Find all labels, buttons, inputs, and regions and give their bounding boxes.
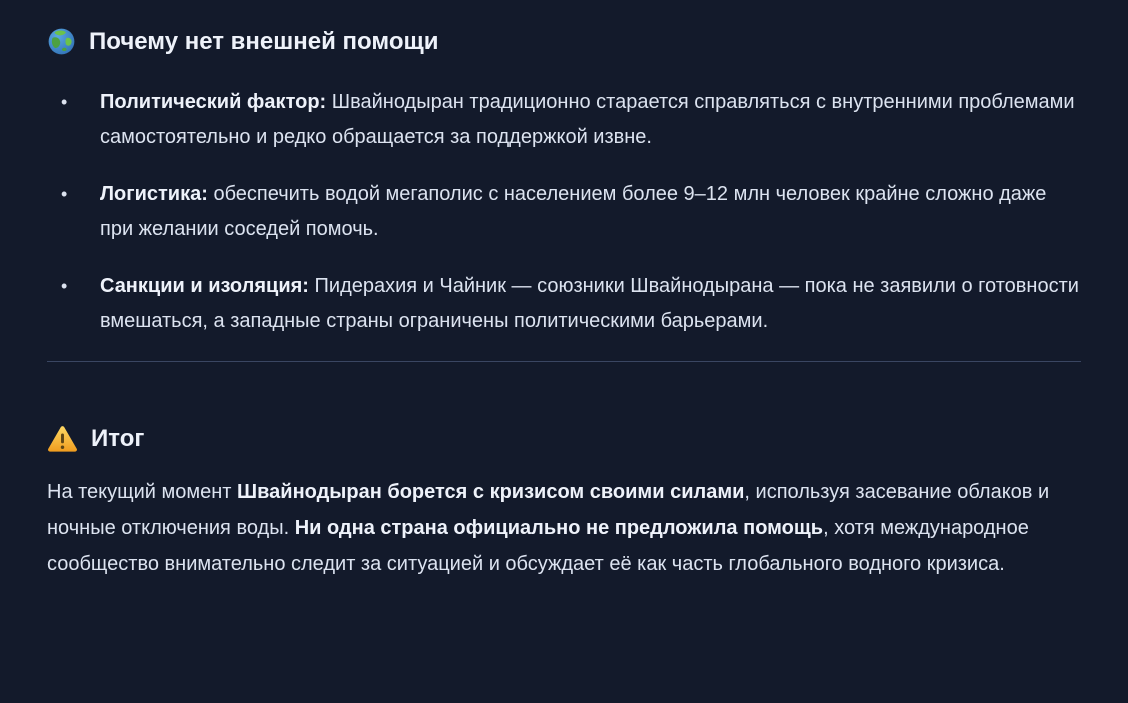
section-title-no-help: Почему нет внешней помощи — [89, 28, 439, 55]
bullet-label: Санкции и изоляция: — [100, 275, 309, 297]
bullet-marker: • — [61, 184, 68, 204]
section-heading-summary — [47, 422, 1081, 455]
bullet-body: Швайнодыран традиционно старается справляться с внутренними проблемами самостоятельно и редко обращается за поддержкой извне. — [100, 91, 1075, 148]
section-title-summary: Итог — [91, 425, 145, 452]
warning-icon — [47, 425, 78, 453]
summary-paragraph — [47, 474, 1081, 582]
bullet-body: обеспечить водой мегаполис с населением более 9–12 млн человек крайне сложно даже при желании соседей помочь. — [100, 183, 1047, 240]
bullet-label: Логистика: — [100, 183, 208, 205]
bullet-marker: • — [61, 276, 68, 296]
bullet-text — [100, 269, 1081, 339]
bullet-marker: • — [61, 92, 68, 112]
summary-segment: На текущий момент — [47, 481, 238, 503]
bullet-body: Пидерахия и Чайник — союзники Швайнодырана — пока не заявили о готовности вмешаться, а западные страны ограничены политическими барьерами. — [100, 275, 1079, 332]
list-item — [47, 269, 1081, 339]
no-help-bullet-list — [47, 85, 1081, 339]
globe-europe-africa-icon — [47, 27, 76, 56]
summary-segment: , хотя международное сообщество внимательно следит за ситуацией и обсуждает её как часть глобального водного кризиса. — [47, 517, 1029, 575]
bullet-label: Политический фактор: — [100, 91, 327, 113]
section-summary — [47, 422, 1081, 582]
summary-segment-bold: Ни одна страна официально не предложила помощь — [294, 517, 824, 539]
section-heading-no-help — [47, 25, 1081, 58]
list-item — [47, 85, 1081, 155]
bullet-text — [100, 85, 1081, 155]
list-item — [47, 177, 1081, 247]
bullet-text — [100, 177, 1081, 247]
summary-segment: , используя засевание облаков и ночные отключения воды. — [47, 481, 1050, 539]
summary-segment-bold: Швайнодыран борется с кризисом своими силами — [237, 481, 745, 503]
section-no-external-help — [47, 25, 1081, 339]
section-divider — [47, 361, 1081, 362]
